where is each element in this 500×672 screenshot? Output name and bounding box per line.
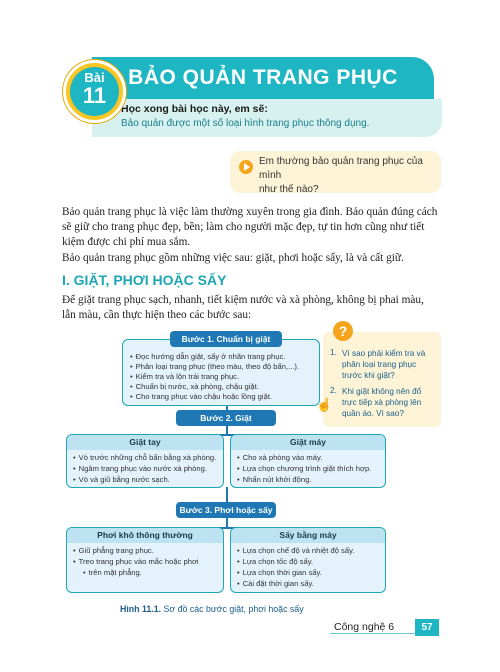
hand-cursor-icon: ☝ (316, 397, 333, 412)
opening-question-line: Em thường bảo quản trang phục của mình (259, 156, 423, 181)
dryer-box (230, 527, 386, 593)
hand-wash-item: • Vò trước những chỗ bẩn bằng xà phòng. (73, 453, 216, 464)
dryer-item: • Lựa chọn tốc độ sấy. (237, 557, 313, 568)
paragraph-line: Bảo quản trang phục là việc làm thường xuyên trong gia đình. Bảo quản đúng cách (62, 206, 438, 218)
hand-wash-item: • Vò và giũ bằng nước sạch. (73, 475, 170, 486)
natural-dry-item-cont: • trên mặt phẳng. (83, 568, 142, 579)
step1-title: Bước 1. Chuẩn bị giặt (170, 331, 282, 347)
hand-wash-box (66, 434, 224, 488)
question-mark-icon: ? (333, 321, 353, 341)
step3-title: Bước 3. Phơi hoặc sấy (176, 502, 276, 518)
paragraph-line: sẽ giữ cho trang phục đẹp, bền; làm cho người mặc đẹp, tự tin hơn cũng như tiết (62, 221, 425, 233)
hand-wash-item: • Ngâm trang phục vào nước xà phòng. (73, 464, 207, 475)
question-2-line: trực tiếp xà phòng lên (342, 398, 422, 407)
machine-wash-item: • Nhấn nút khởi động. (237, 475, 311, 486)
paragraph-line: Bảo quản trang phục gồm những việc sau: giặt, phơi hoặc sấy, là và cất giữ. (62, 252, 404, 264)
section-heading: I. GIẶT, PHƠI HOẶC SẤY (62, 272, 227, 288)
dryer-title: Sấy bằng máy (231, 528, 385, 543)
figure-caption-text: Sơ đồ các bước giặt, phơi hoặc sấy (163, 604, 304, 614)
question-1 (342, 348, 425, 381)
natural-dry-box (66, 527, 224, 593)
question-number: 2. (330, 386, 337, 395)
footer-book-title: Công nghệ 6 (334, 621, 395, 633)
question-1-line: Vì sao phải kiểm tra và (342, 349, 426, 358)
lesson-title: BẢO QUẢN TRANG PHỤC (128, 66, 398, 89)
lesson-badge-word: Bài (84, 70, 105, 85)
figure-label: Hình 11.1. (120, 604, 162, 614)
step1-item: • Kiểm tra và lộn trái trang phục. (130, 372, 239, 383)
hand-wash-title: Giặt tay (67, 435, 223, 450)
step1-item: • Chuẩn bị nước, xà phòng, chậu giặt. (130, 382, 259, 393)
machine-wash-title: Giặt máy (231, 435, 385, 450)
step1-item: • Cho trang phục vào chậu hoặc lồng giặt. (130, 392, 272, 403)
dryer-item: • Lựa chọn thời gian sấy. (237, 568, 322, 579)
objective-label: Học xong bài học này, em sẽ: (121, 103, 268, 115)
lesson-badge-number: 11 (82, 83, 107, 108)
step1-item: • Đọc hướng dẫn giặt, sấy ở nhãn trang phục. (130, 352, 285, 363)
step1-item: • Phân loại trang phục (theo màu, theo độ bẩn,...). (130, 362, 299, 373)
play-icon (239, 160, 253, 174)
step1-box (122, 339, 320, 406)
natural-dry-item: • Giũ phẳng trang phục. (73, 546, 154, 557)
dryer-item: • Lựa chọn chế độ và nhiệt độ sấy. (237, 546, 354, 557)
machine-wash-item: • Lựa chọn chương trình giặt thích hợp. (237, 464, 371, 475)
natural-dry-title: Phơi khô thông thường (67, 528, 223, 543)
question-2 (342, 386, 421, 419)
natural-dry-item: • Treo trang phục vào mắc hoặc phơi (73, 557, 199, 568)
opening-question (259, 155, 435, 197)
section-intro-line: lẫn màu, cần thực hiện theo các bước sau: (62, 309, 252, 321)
question-1-line: phân loại trang phục (342, 360, 417, 369)
question-2-line: Khi giặt không nên đổ (342, 387, 422, 396)
step2-title: Bước 2. Giặt (176, 410, 276, 426)
page-number: 57 (415, 619, 439, 636)
machine-wash-box (230, 434, 386, 488)
question-number: 1. (330, 348, 337, 357)
paragraph-line: kiệm được chi phí mua sắm. (62, 236, 191, 248)
figure-caption (120, 604, 304, 614)
opening-question-line: như thế nào? (259, 184, 319, 195)
section-intro-line: Để giặt trang phục sạch, nhanh, tiết kiệm nước và xà phòng, không bị phai màu, (62, 294, 424, 306)
machine-wash-item: • Cho xà phòng vào máy. (237, 453, 322, 464)
question-2-line: quần áo. Vì sao? (342, 409, 404, 418)
dryer-item: • Cài đặt thời gian sấy. (237, 579, 314, 590)
question-1-line: trước khi giặt? (342, 371, 395, 380)
objective-text: Bảo quản được một số loại hình trang phục thông dụng. (121, 118, 370, 129)
